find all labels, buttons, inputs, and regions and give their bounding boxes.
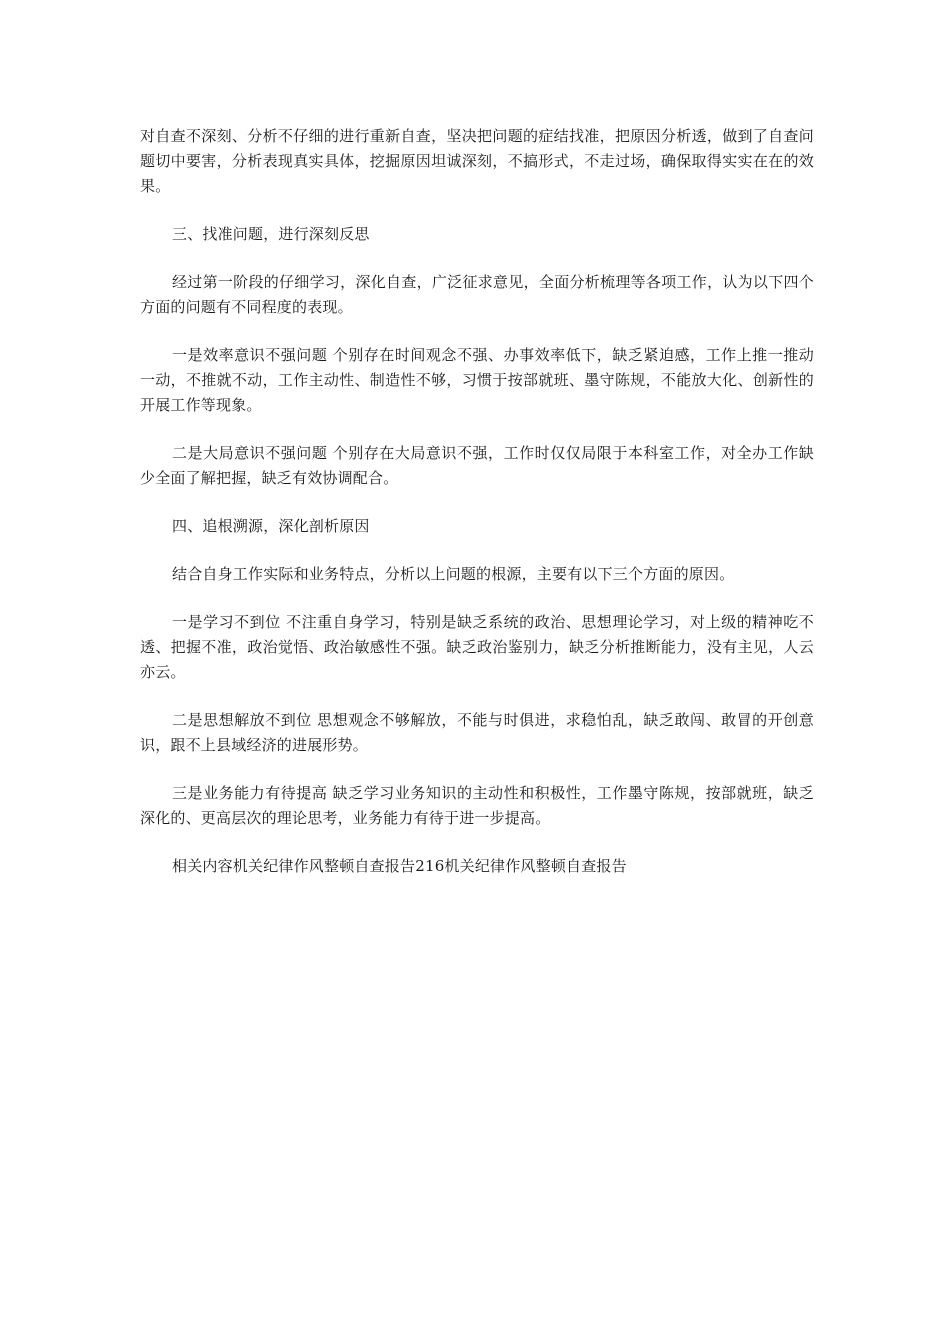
document-body [140,124,814,902]
paragraph-findings-intro: 经过第一阶段的仔细学习，深化自查，广泛征求意见，全面分析梳理等各项工作，认为以下四个方面的问题有不同程度的表现。 [140,273,814,316]
paragraph-causes-intro: 结合自身工作实际和业务特点，分析以上问题的根源，主要有以下三个方面的原因。 [172,565,735,583]
section-heading-4: 四、追根溯源，深化剖析原因 [172,517,370,535]
paragraph-cause-3: 三是业务能力有待提高 缺乏学习业务知识的主动性和积极性，工作墨守陈规，按部就班，缺乏深化的、更高层次的理论思考，业务能力有待于进一步提高。 [140,784,814,827]
paragraph-cause-1: 一是学习不到位 不注重自身学习，特别是缺乏系统的政治、思想理论学习，对上级的精神吃不透、把握不准，政治觉悟、政治敏感性不强。缺乏政治鉴别力，缺乏分析推断能力，没有主见，人云亦云。 [140,613,814,681]
paragraph-problem-1: 一是效率意识不强问题 个别存在时间观念不强、办事效率低下，缺乏紧迫感，工作上推一推动一动，不推就不动，工作主动性、制造性不够，习惯于按部就班、墨守陈规，不能放大化、创新性的开展工作等现象。 [140,346,814,414]
paragraph-continuation: 对自查不深刻、分析不仔细的进行重新自查，坚决把问题的症结找准，把原因分析透，做到了自查问题切中要害，分析表现真实具体，挖掘原因坦诚深刻，不搞形式，不走过场，确保取得实实在在的效果。 [140,127,814,195]
paragraph-problem-2: 二是大局意识不强问题 个别存在大局意识不强，工作时仅仅局限于本科室工作，对全办工作缺少全面了解把握，缺乏有效协调配合。 [140,444,814,487]
related-content-line: 相关内容机关纪律作风整顿自查报告216机关纪律作风整顿自查报告 [172,857,627,875]
section-heading-3: 三、找准问题，进行深刻反思 [172,225,370,243]
paragraph-cause-2: 二是思想解放不到位 思想观念不够解放，不能与时俱进，求稳怕乱，缺乏敢闯、敢冒的开创意识，跟不上县域经济的进展形势。 [140,711,814,754]
